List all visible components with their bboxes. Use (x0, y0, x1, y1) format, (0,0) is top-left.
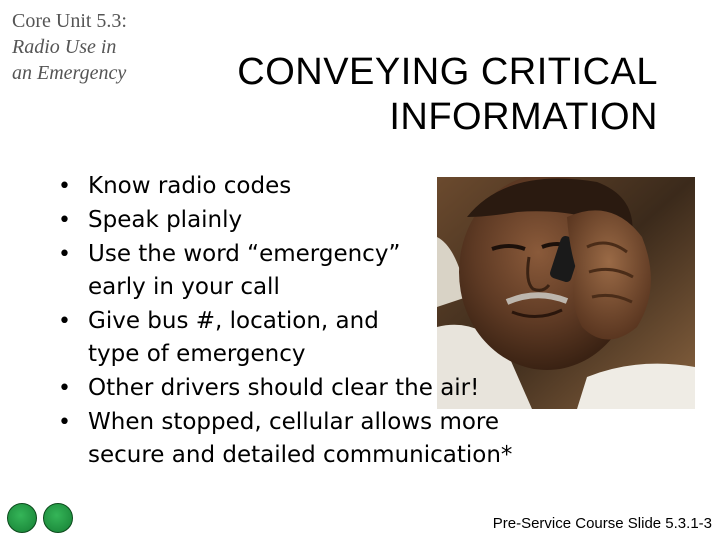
bullet-text: Use the word “emergency” (88, 241, 401, 267)
bullet-text-continued: type of emergency (88, 341, 306, 367)
green-circle-icon (7, 503, 37, 533)
bullet-text: Know radio codes (88, 173, 292, 199)
bullet-text: Give bus #, location, and (88, 308, 379, 334)
bullet-icon: • (58, 242, 71, 267)
bullet-icon: • (58, 410, 71, 435)
list-item (56, 372, 576, 405)
slide-title (178, 50, 658, 140)
bullet-text-continued: secure and detailed communication* (88, 442, 513, 468)
list-item (56, 204, 576, 237)
bullet-text: Speak plainly (88, 207, 243, 233)
bullet-text-continued: early in your call (88, 274, 280, 300)
decorative-circles (7, 503, 77, 533)
unit-label (12, 8, 182, 86)
green-circle-icon (43, 503, 73, 533)
slide-title-line-1: CONVEYING CRITICAL (237, 51, 658, 93)
list-item (56, 406, 576, 472)
bullet-icon: • (58, 309, 71, 334)
slide-footer: Pre-Service Course Slide 5.3.1-3 (492, 515, 712, 532)
unit-number: Core Unit 5.3: (12, 10, 127, 32)
list-item (56, 238, 576, 304)
unit-subtitle-line-2: an Emergency (12, 62, 127, 84)
bullet-icon: • (58, 208, 71, 233)
bullet-text: When stopped, cellular allows more (88, 409, 500, 435)
bullet-icon: • (58, 174, 71, 199)
unit-subtitle-line-1: Radio Use in (12, 36, 117, 58)
bullet-icon: • (58, 376, 71, 401)
list-item (56, 170, 576, 203)
list-item (56, 305, 576, 371)
bullet-text: Other drivers should clear the air! (88, 375, 480, 401)
slide-title-line-2: INFORMATION (389, 96, 658, 138)
bullet-list (56, 170, 576, 473)
